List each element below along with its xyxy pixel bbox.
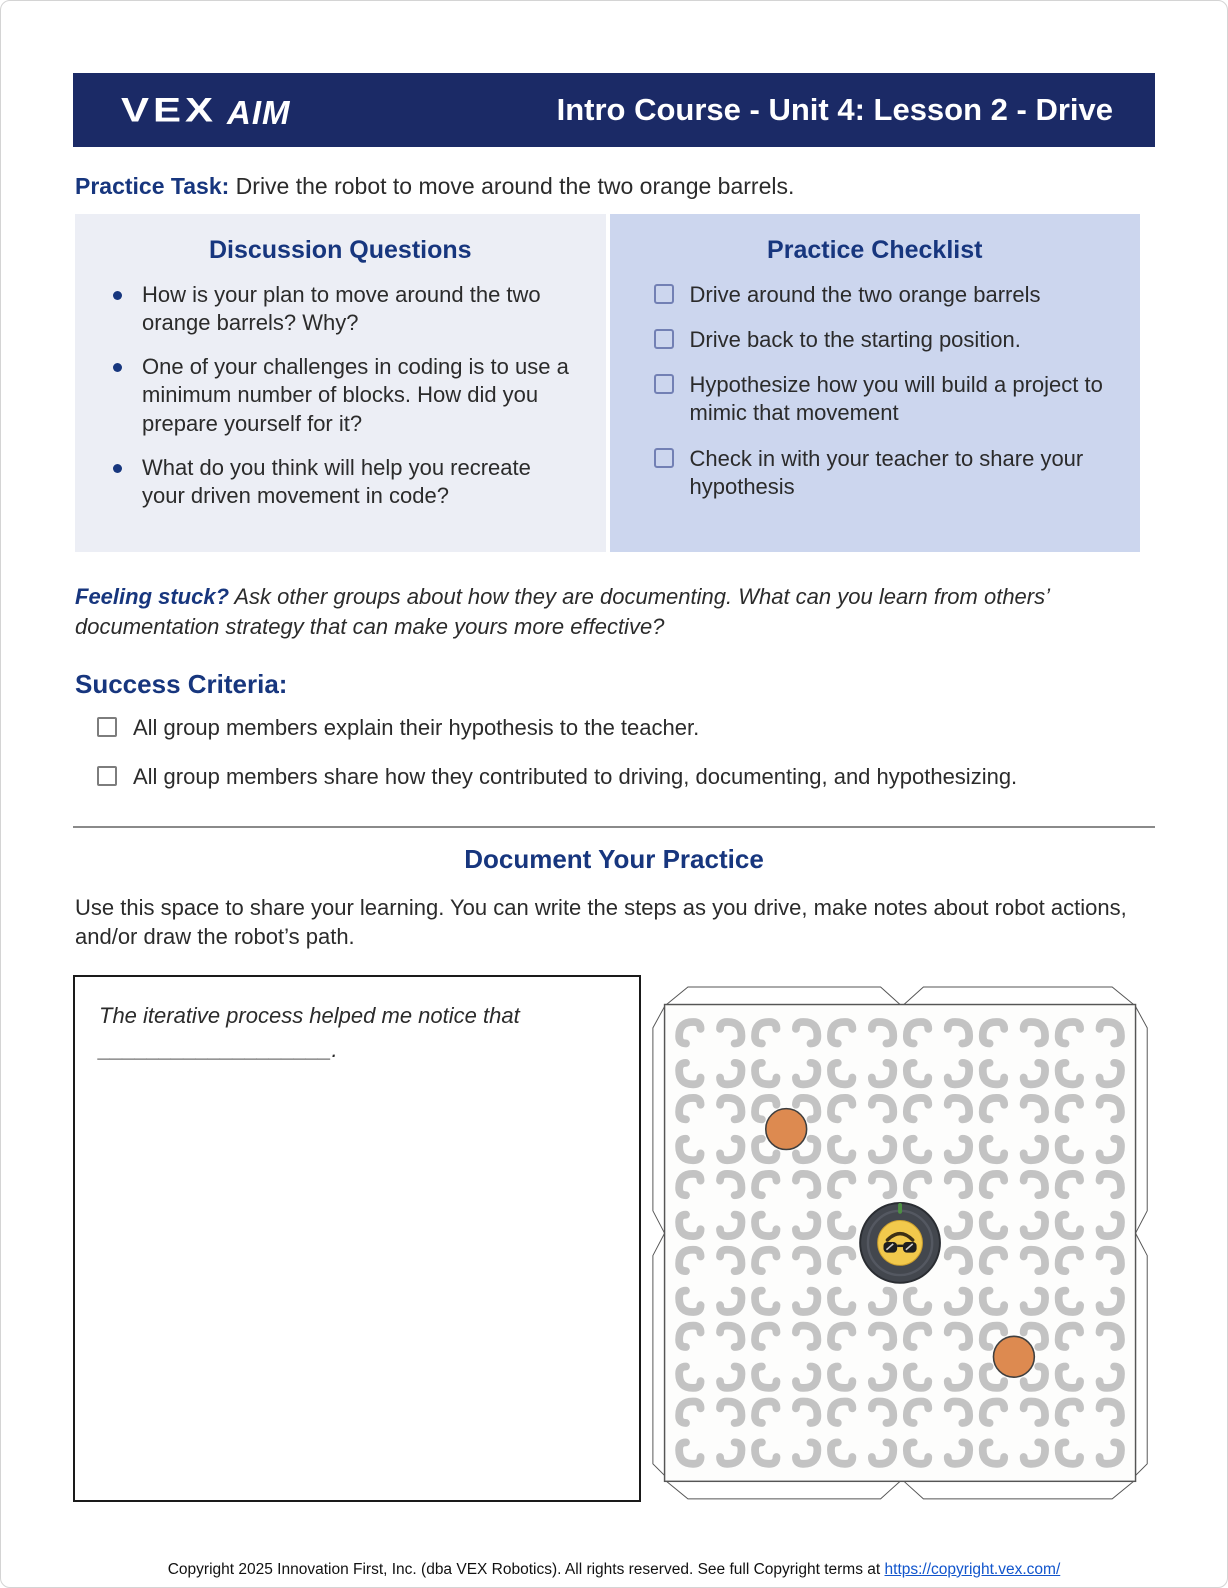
checkbox-unchecked[interactable] xyxy=(654,284,674,304)
list-item xyxy=(654,445,1111,501)
page-title: Intro Course - Unit 4: Lesson 2 - Drive xyxy=(556,92,1113,127)
checkbox-unchecked[interactable] xyxy=(654,374,674,394)
checkbox-unchecked[interactable] xyxy=(654,448,674,468)
checklist-item-text: Drive back to the starting position. xyxy=(689,327,1021,353)
bullet-icon xyxy=(113,464,122,473)
discussion-question-text: What do you think will help you recreate your driven movement in code? xyxy=(142,454,531,508)
practice-task-line xyxy=(75,173,1155,200)
practice-task-text: Drive the robot to move around the two orange barrels. xyxy=(235,173,795,199)
practice-checklist-title: Practice Checklist xyxy=(767,236,983,264)
list-item xyxy=(113,281,576,337)
success-criteria-title: Success Criteria: xyxy=(75,669,288,700)
discussion-question-text: One of your challenges in coding is to use a minimum number of blocks. How did you prepare yourself for it? xyxy=(142,354,569,436)
feeling-stuck-note xyxy=(75,582,1155,641)
aim-logo-text: AIM xyxy=(227,94,291,131)
checkbox-unchecked[interactable] xyxy=(97,717,117,737)
list-item xyxy=(113,454,576,510)
vex-aim-logo xyxy=(121,86,291,134)
feeling-stuck-label: Feeling stuck? xyxy=(75,584,230,610)
checkbox-unchecked[interactable] xyxy=(654,329,674,349)
success-criteria-text: All group members share how they contributed to driving, documenting, and hypothesizing. xyxy=(133,764,1018,790)
checklist-item-text: Drive around the two orange barrels xyxy=(689,282,1041,307)
bullet-icon xyxy=(113,363,122,372)
list-item xyxy=(654,326,1111,354)
field-svg xyxy=(649,975,1155,1505)
vex-logo-text: VEX xyxy=(121,90,218,129)
bullet-icon xyxy=(113,291,122,300)
copyright-link[interactable]: https://copyright.vex.com/ xyxy=(884,1560,1061,1578)
copyright-text: Copyright 2025 Innovation First, Inc. (dba VEX Robotics). All rights reserved. See full Copyright terms at xyxy=(167,1560,885,1578)
discussion-question-text: How is your plan to move around the two orange barrels? Why? xyxy=(142,282,541,336)
documentation-area xyxy=(73,975,1155,1505)
list-item xyxy=(654,281,1111,309)
question-checklist-columns xyxy=(75,214,1140,552)
practice-checklist-panel xyxy=(610,214,1141,552)
list-item xyxy=(97,763,1155,792)
discussion-questions-panel xyxy=(75,214,606,552)
list-item xyxy=(113,353,576,437)
section-divider xyxy=(73,826,1155,828)
document-practice-instructions: Use this space to share your learning. You can write the steps as you drive, make notes about robot actions, and/or draw the robot’s path. xyxy=(75,894,1127,949)
practice-task-label: Practice Task: xyxy=(75,173,230,199)
copyright-footer xyxy=(73,1561,1155,1579)
header-banner xyxy=(73,73,1155,147)
note-blank-line: ___________________. xyxy=(99,1036,338,1062)
checkbox-unchecked[interactable] xyxy=(97,766,117,786)
checklist-item-text: Hypothesize how you will build a project to mimic that movement xyxy=(689,372,1103,426)
discussion-questions-title: Discussion Questions xyxy=(208,236,472,264)
checklist-item-text: Check in with your teacher to share your hypothesis xyxy=(689,445,1084,499)
feeling-stuck-text: Ask other groups about how they are documenting. What can you learn from others’ documentation strategy that can make yours more effective? xyxy=(75,584,1049,639)
list-item xyxy=(654,371,1111,427)
success-criteria-text: All group members explain their hypothesis to the teacher. xyxy=(133,715,700,741)
notes-writing-box[interactable] xyxy=(73,975,641,1502)
field-map-image xyxy=(649,975,1155,1505)
note-sentence-start: The iterative process helped me notice that xyxy=(99,1002,520,1028)
document-practice-title: Document Your Practice xyxy=(464,843,764,874)
list-item xyxy=(97,714,1155,743)
